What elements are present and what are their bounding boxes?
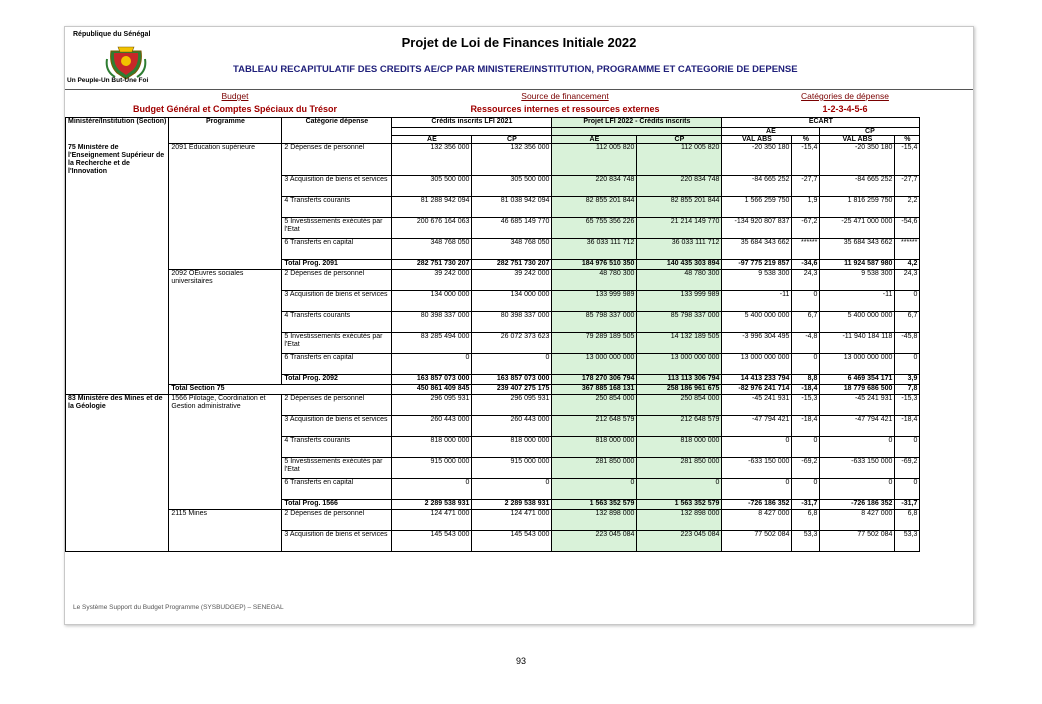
value-cp-abs: 5 400 000 000 (820, 312, 895, 333)
total-row (66, 375, 920, 385)
value-ae-pct: 0 (792, 437, 820, 458)
value-cp-pct: 53,3 (895, 531, 920, 552)
col-ministere: Ministère/Institution (Section) (66, 118, 169, 144)
value-ae-pct: 0 (792, 479, 820, 500)
program-name: 2115 Mines (169, 510, 282, 531)
value-ae21: 132 356 000 (392, 144, 472, 176)
col-plfi2022-ae: AE (552, 136, 637, 144)
col-lfi2021-cp: CP (472, 136, 552, 144)
blank-cell (169, 218, 282, 239)
col-ecart-ae: AE (722, 128, 820, 136)
blank-cell (66, 416, 169, 437)
value-cp22: 132 898 000 (637, 510, 722, 531)
value-ae-pct: -34,6 (792, 260, 820, 270)
value-cp22: 48 780 300 (637, 270, 722, 291)
value-ae-pct: ****** (792, 239, 820, 260)
table-row (66, 531, 920, 552)
categories-label: Catégories de dépense (801, 91, 889, 101)
blank-cell (66, 260, 169, 270)
value-ae22: 85 798 337 000 (552, 312, 637, 333)
value-cp21: 296 095 931 (472, 395, 552, 416)
value-ae-abs: 0 (722, 479, 792, 500)
value-ae-pct: -4,8 (792, 333, 820, 354)
value-cp-abs: 0 (820, 479, 895, 500)
value-cp21: 124 471 000 (472, 510, 552, 531)
category-cell: 3 Acquisition de biens et services (282, 531, 392, 552)
value-cp-abs: 11 924 587 980 (820, 260, 895, 270)
value-cp-pct: -31,7 (895, 500, 920, 510)
value-cp-abs: 77 502 084 (820, 531, 895, 552)
value-cp-abs: -84 665 252 (820, 176, 895, 197)
value-ae21: 0 (392, 354, 472, 375)
value-cp22: 250 854 000 (637, 395, 722, 416)
value-ae21: 145 543 000 (392, 531, 472, 552)
value-ae22: 0 (552, 479, 637, 500)
value-ae-abs: -47 794 421 (722, 416, 792, 437)
value-ae-pct: -18,4 (792, 385, 820, 395)
category-cell: 2 Dépenses de personnel (282, 144, 392, 176)
blank-cell (169, 458, 282, 479)
table-row (66, 458, 920, 479)
value-ae22: 112 005 820 (552, 144, 637, 176)
blank-cell (66, 500, 169, 510)
program-name: 1566 Pilotage, Coordination et Gestion administrative (169, 395, 282, 416)
blank-cell (66, 197, 169, 218)
value-ae22: 367 885 168 131 (552, 385, 637, 395)
value-ae21: 83 285 494 000 (392, 333, 472, 354)
document-title: Projet de Loi de Finances Initiale 2022 (401, 35, 637, 50)
blank-cell (169, 291, 282, 312)
value-ae-pct: 8,8 (792, 375, 820, 385)
value-ae-pct: 0 (792, 354, 820, 375)
blank-cell (66, 176, 169, 197)
value-cp-pct: -18,4 (895, 416, 920, 437)
blank-cell (169, 531, 282, 552)
value-cp22: 21 214 149 770 (637, 218, 722, 239)
value-cp22: 112 005 820 (637, 144, 722, 176)
value-ae21: 305 500 000 (392, 176, 472, 197)
col-plfi2022-cp: CP (637, 136, 722, 144)
program-name: 2091 Education supérieure (169, 144, 282, 176)
table-row (66, 218, 920, 239)
value-ae-abs: 1 566 259 750 (722, 197, 792, 218)
value-ae21: 0 (392, 479, 472, 500)
value-ae22: 133 999 989 (552, 291, 637, 312)
blank-cell (169, 416, 282, 437)
value-ae-pct: 6,7 (792, 312, 820, 333)
value-cp-abs: 18 779 686 500 (820, 385, 895, 395)
value-cp22: 220 834 748 (637, 176, 722, 197)
table-row (66, 176, 920, 197)
value-ae21: 39 242 000 (392, 270, 472, 291)
blank-cell (66, 270, 169, 291)
national-motto: Un Peuple-Un But-Une Foi (67, 77, 149, 84)
page-number: 93 (515, 656, 526, 666)
budget-label: Budget (221, 91, 249, 101)
blank-cell (169, 260, 282, 270)
category-cell: 3 Acquisition de biens et services (282, 291, 392, 312)
value-ae22: 184 976 510 350 (552, 260, 637, 270)
value-cp-pct: 0 (895, 291, 920, 312)
value-ae21: 818 000 000 (392, 437, 472, 458)
category-cell: 5 Investissements exécutés par l'Etat (282, 458, 392, 479)
value-cp-pct: 0 (895, 437, 920, 458)
republic-name: République du Sénégal (73, 31, 151, 38)
value-ae-abs: -633 150 000 (722, 458, 792, 479)
value-ae22: 36 033 111 712 (552, 239, 637, 260)
value-ae-abs: -11 (722, 291, 792, 312)
value-cp21: 0 (472, 479, 552, 500)
table-row (66, 479, 920, 500)
table-row (66, 144, 920, 176)
value-cp22: 36 033 111 712 (637, 239, 722, 260)
col-cp-pct: % (895, 136, 920, 144)
table-row (66, 437, 920, 458)
value-ae21: 2 289 538 931 (392, 500, 472, 510)
table-row (66, 354, 920, 375)
value-ae-abs: 13 000 000 000 (722, 354, 792, 375)
value-cp-abs: -11 940 184 118 (820, 333, 895, 354)
value-cp-pct: 6,8 (895, 510, 920, 531)
value-ae21: 296 095 931 (392, 395, 472, 416)
credits-table (65, 117, 920, 552)
value-ae-abs: 0 (722, 437, 792, 458)
value-ae-pct: -67,2 (792, 218, 820, 239)
category-cell: 2 Dépenses de personnel (282, 395, 392, 416)
col-lfi2021-ae: AE (392, 136, 472, 144)
value-cp-abs: -633 150 000 (820, 458, 895, 479)
value-ae-abs: 8 427 000 (722, 510, 792, 531)
value-cp22: 281 850 000 (637, 458, 722, 479)
table-row (66, 416, 920, 437)
value-ae-pct: 53,3 (792, 531, 820, 552)
blank-cell (66, 510, 169, 531)
category-cell: 2 Dépenses de personnel (282, 270, 392, 291)
value-cp-pct: -69,2 (895, 458, 920, 479)
table-row (66, 510, 920, 531)
value-cp22: 258 186 961 675 (637, 385, 722, 395)
value-ae-abs: -20 350 180 (722, 144, 792, 176)
category-cell: Total Prog. 2092 (282, 375, 392, 385)
category-cell: 5 Investissements exécutés par l'Etat (282, 218, 392, 239)
value-cp-abs: 8 427 000 (820, 510, 895, 531)
value-ae-pct: 0 (792, 291, 820, 312)
table-row (66, 270, 920, 291)
value-ae-abs: -84 665 252 (722, 176, 792, 197)
category-cell: 3 Acquisition de biens et services (282, 176, 392, 197)
value-ae22: 65 755 356 226 (552, 218, 637, 239)
footer-note: Le Système Support du Budget Programme (SYSBUDGEP) – SENEGAL (73, 604, 284, 611)
value-ae-abs: -726 186 352 (722, 500, 792, 510)
value-ae-pct: -18,4 (792, 416, 820, 437)
col-cp-val-abs: VAL ABS (820, 136, 895, 144)
category-cell: 6 Transferts en capital (282, 354, 392, 375)
value-cp21: 305 500 000 (472, 176, 552, 197)
blank-cell (66, 312, 169, 333)
value-ae-pct: -15,4 (792, 144, 820, 176)
source-value: Ressources internes et ressources externes (470, 104, 660, 114)
value-cp21: 134 000 000 (472, 291, 552, 312)
table-row (66, 395, 920, 416)
value-ae22: 79 289 189 505 (552, 333, 637, 354)
value-cp-abs: -25 471 000 000 (820, 218, 895, 239)
value-ae22: 132 898 000 (552, 510, 637, 531)
category-cell: 4 Transferts courants (282, 197, 392, 218)
value-cp22: 818 000 000 (637, 437, 722, 458)
table-row (66, 312, 920, 333)
value-ae-abs: 9 538 300 (722, 270, 792, 291)
value-cp22: 133 999 989 (637, 291, 722, 312)
value-ae-abs: -97 775 219 857 (722, 260, 792, 270)
blank-cell (66, 458, 169, 479)
value-cp21: 132 356 000 (472, 144, 552, 176)
value-cp22: 223 045 084 (637, 531, 722, 552)
value-cp-abs: -11 (820, 291, 895, 312)
value-cp-pct: -27,7 (895, 176, 920, 197)
value-cp-pct: -15,3 (895, 395, 920, 416)
value-cp21: 239 407 275 175 (472, 385, 552, 395)
table-row (66, 333, 920, 354)
value-cp21: 282 751 730 207 (472, 260, 552, 270)
blank-cell (169, 479, 282, 500)
value-cp-pct: 6,7 (895, 312, 920, 333)
value-ae22: 48 780 300 (552, 270, 637, 291)
value-cp-pct: 7,8 (895, 385, 920, 395)
value-ae21: 124 471 000 (392, 510, 472, 531)
value-ae21: 348 768 050 (392, 239, 472, 260)
value-cp-pct: -15,4 (895, 144, 920, 176)
value-ae22: 82 855 201 844 (552, 197, 637, 218)
value-cp21: 348 768 050 (472, 239, 552, 260)
category-cell: 3 Acquisition de biens et services (282, 416, 392, 437)
category-cell: 4 Transferts courants (282, 312, 392, 333)
blank-cell (66, 239, 169, 260)
col-ecart-cp: CP (820, 128, 920, 136)
value-cp-pct: 0 (895, 479, 920, 500)
value-cp-pct: 2,2 (895, 197, 920, 218)
value-ae-pct: -27,7 (792, 176, 820, 197)
value-ae21: 163 857 073 000 (392, 375, 472, 385)
value-cp21: 81 038 942 094 (472, 197, 552, 218)
col-ecart: ECART (722, 118, 920, 128)
col-ae-val-abs: VAL ABS (722, 136, 792, 144)
value-cp21: 145 543 000 (472, 531, 552, 552)
value-cp21: 46 685 149 770 (472, 218, 552, 239)
value-cp21: 260 443 000 (472, 416, 552, 437)
blank-cell (66, 218, 169, 239)
value-ae-pct: 1,9 (792, 197, 820, 218)
value-ae21: 260 443 000 (392, 416, 472, 437)
value-cp-pct: -54,6 (895, 218, 920, 239)
value-cp22: 14 132 189 505 (637, 333, 722, 354)
value-ae22: 281 850 000 (552, 458, 637, 479)
col-lfi2021: Crédits inscrits LFI 2021 (392, 118, 552, 128)
table-row (66, 291, 920, 312)
value-cp21: 163 857 073 000 (472, 375, 552, 385)
value-cp21: 0 (472, 354, 552, 375)
value-ae-abs: 14 413 233 794 (722, 375, 792, 385)
category-cell: 6 Transferts en capital (282, 239, 392, 260)
source-label: Source de financement (521, 91, 609, 101)
col-categorie: Catégorie dépense (282, 118, 392, 144)
value-cp22: 85 798 337 000 (637, 312, 722, 333)
value-cp21: 39 242 000 (472, 270, 552, 291)
value-cp22: 212 648 579 (637, 416, 722, 437)
value-cp-abs: -45 241 931 (820, 395, 895, 416)
value-cp-abs: -726 186 352 (820, 500, 895, 510)
col-ae-pct: % (792, 136, 820, 144)
blank-cell (169, 354, 282, 375)
value-ae-abs: -3 996 304 495 (722, 333, 792, 354)
ministry-name: 83 Ministère des Mines et de la Géologie (66, 395, 169, 416)
blank-cell (169, 375, 282, 385)
total-row (66, 500, 920, 510)
value-ae-abs: 35 684 343 662 (722, 239, 792, 260)
section-total-label: Total Section 75 (169, 385, 392, 395)
value-cp21: 26 072 373 623 (472, 333, 552, 354)
value-cp-pct: 0 (895, 354, 920, 375)
value-cp22: 1 563 352 579 (637, 500, 722, 510)
value-cp-abs: 13 000 000 000 (820, 354, 895, 375)
value-cp-pct: ****** (895, 239, 920, 260)
value-ae21: 282 751 730 207 (392, 260, 472, 270)
budget-value: Budget Général et Comptes Spéciaux du Trésor (132, 104, 338, 114)
blank-cell (169, 437, 282, 458)
section-total-row (66, 385, 920, 395)
category-cell: 5 Investissements exécutés par l'Etat (282, 333, 392, 354)
blank-cell (66, 354, 169, 375)
blank-cell (169, 239, 282, 260)
ministry-name: 75 Ministère de l'Enseignement Supérieur de la Recherche et de l'Innovation (66, 144, 169, 176)
value-ae-pct: -15,3 (792, 395, 820, 416)
value-ae21: 81 288 942 094 (392, 197, 472, 218)
blank-cell (169, 176, 282, 197)
table-row (66, 239, 920, 260)
value-ae22: 223 045 084 (552, 531, 637, 552)
value-ae22: 250 854 000 (552, 395, 637, 416)
value-ae22: 220 834 748 (552, 176, 637, 197)
value-cp22: 140 435 303 894 (637, 260, 722, 270)
table-row (66, 197, 920, 218)
value-cp-abs: 6 469 354 171 (820, 375, 895, 385)
blank-cell (66, 385, 169, 395)
value-ae21: 915 000 000 (392, 458, 472, 479)
total-row (66, 260, 920, 270)
category-cell: Total Prog. 1566 (282, 500, 392, 510)
value-ae21: 134 000 000 (392, 291, 472, 312)
value-cp-abs: 0 (820, 437, 895, 458)
value-ae22: 13 000 000 000 (552, 354, 637, 375)
category-cell: 6 Transferts en capital (282, 479, 392, 500)
value-cp-abs: -20 350 180 (820, 144, 895, 176)
category-cell: Total Prog. 2091 (282, 260, 392, 270)
value-ae22: 818 000 000 (552, 437, 637, 458)
blank-cell (66, 437, 169, 458)
value-ae-abs: 77 502 084 (722, 531, 792, 552)
value-ae-abs: -82 976 241 714 (722, 385, 792, 395)
value-ae22: 1 563 352 579 (552, 500, 637, 510)
value-ae-abs: 5 400 000 000 (722, 312, 792, 333)
value-cp21: 2 289 538 931 (472, 500, 552, 510)
blank-cell (169, 500, 282, 510)
value-cp21: 80 398 337 000 (472, 312, 552, 333)
document-subtitle: TABLEAU RECAPITULATIF DES CREDITS AE/CP PAR MINISTERE/INSTITUTION, PROGRAMME ET CATEGORIE DE DEPENSE (233, 64, 798, 75)
col-plfi2022: Projet LFI 2022 - Crédits inscrits (552, 118, 722, 128)
value-ae-abs: -45 241 931 (722, 395, 792, 416)
blank-cell (66, 333, 169, 354)
value-cp21: 915 000 000 (472, 458, 552, 479)
value-ae-pct: 6,8 (792, 510, 820, 531)
value-ae-pct: -31,7 (792, 500, 820, 510)
value-cp22: 0 (637, 479, 722, 500)
value-cp-pct: 3,9 (895, 375, 920, 385)
blank-cell (66, 291, 169, 312)
document-page (64, 26, 974, 625)
category-cell: 4 Transferts courants (282, 437, 392, 458)
blank-cell (66, 375, 169, 385)
header-divider (65, 89, 973, 90)
blank-cell (169, 312, 282, 333)
value-cp21: 818 000 000 (472, 437, 552, 458)
category-cell: 2 Dépenses de personnel (282, 510, 392, 531)
blank-cell (169, 197, 282, 218)
value-ae21: 80 398 337 000 (392, 312, 472, 333)
value-cp-pct: 4,2 (895, 260, 920, 270)
value-ae22: 178 270 306 794 (552, 375, 637, 385)
value-cp-pct: -45,8 (895, 333, 920, 354)
value-ae21: 200 676 164 063 (392, 218, 472, 239)
value-cp-abs: 9 538 300 (820, 270, 895, 291)
value-cp22: 13 000 000 000 (637, 354, 722, 375)
blank-cell (66, 531, 169, 552)
value-ae22: 212 648 579 (552, 416, 637, 437)
value-cp-abs: 35 684 343 662 (820, 239, 895, 260)
value-cp22: 82 855 201 844 (637, 197, 722, 218)
value-ae-pct: 24,3 (792, 270, 820, 291)
value-cp-pct: 24,3 (895, 270, 920, 291)
blank-cell (66, 479, 169, 500)
value-cp-abs: -47 794 421 (820, 416, 895, 437)
value-cp-abs: 1 816 259 750 (820, 197, 895, 218)
value-ae-abs: -134 920 807 837 (722, 218, 792, 239)
value-cp22: 113 113 306 794 (637, 375, 722, 385)
program-name: 2092 OEuvres sociales universitaires (169, 270, 282, 291)
value-ae-pct: -69,2 (792, 458, 820, 479)
blank-cell (169, 333, 282, 354)
value-ae21: 450 861 409 845 (392, 385, 472, 395)
categories-value: 1-2-3-4-5-6 (822, 104, 868, 114)
col-programme: Programme (169, 118, 282, 144)
